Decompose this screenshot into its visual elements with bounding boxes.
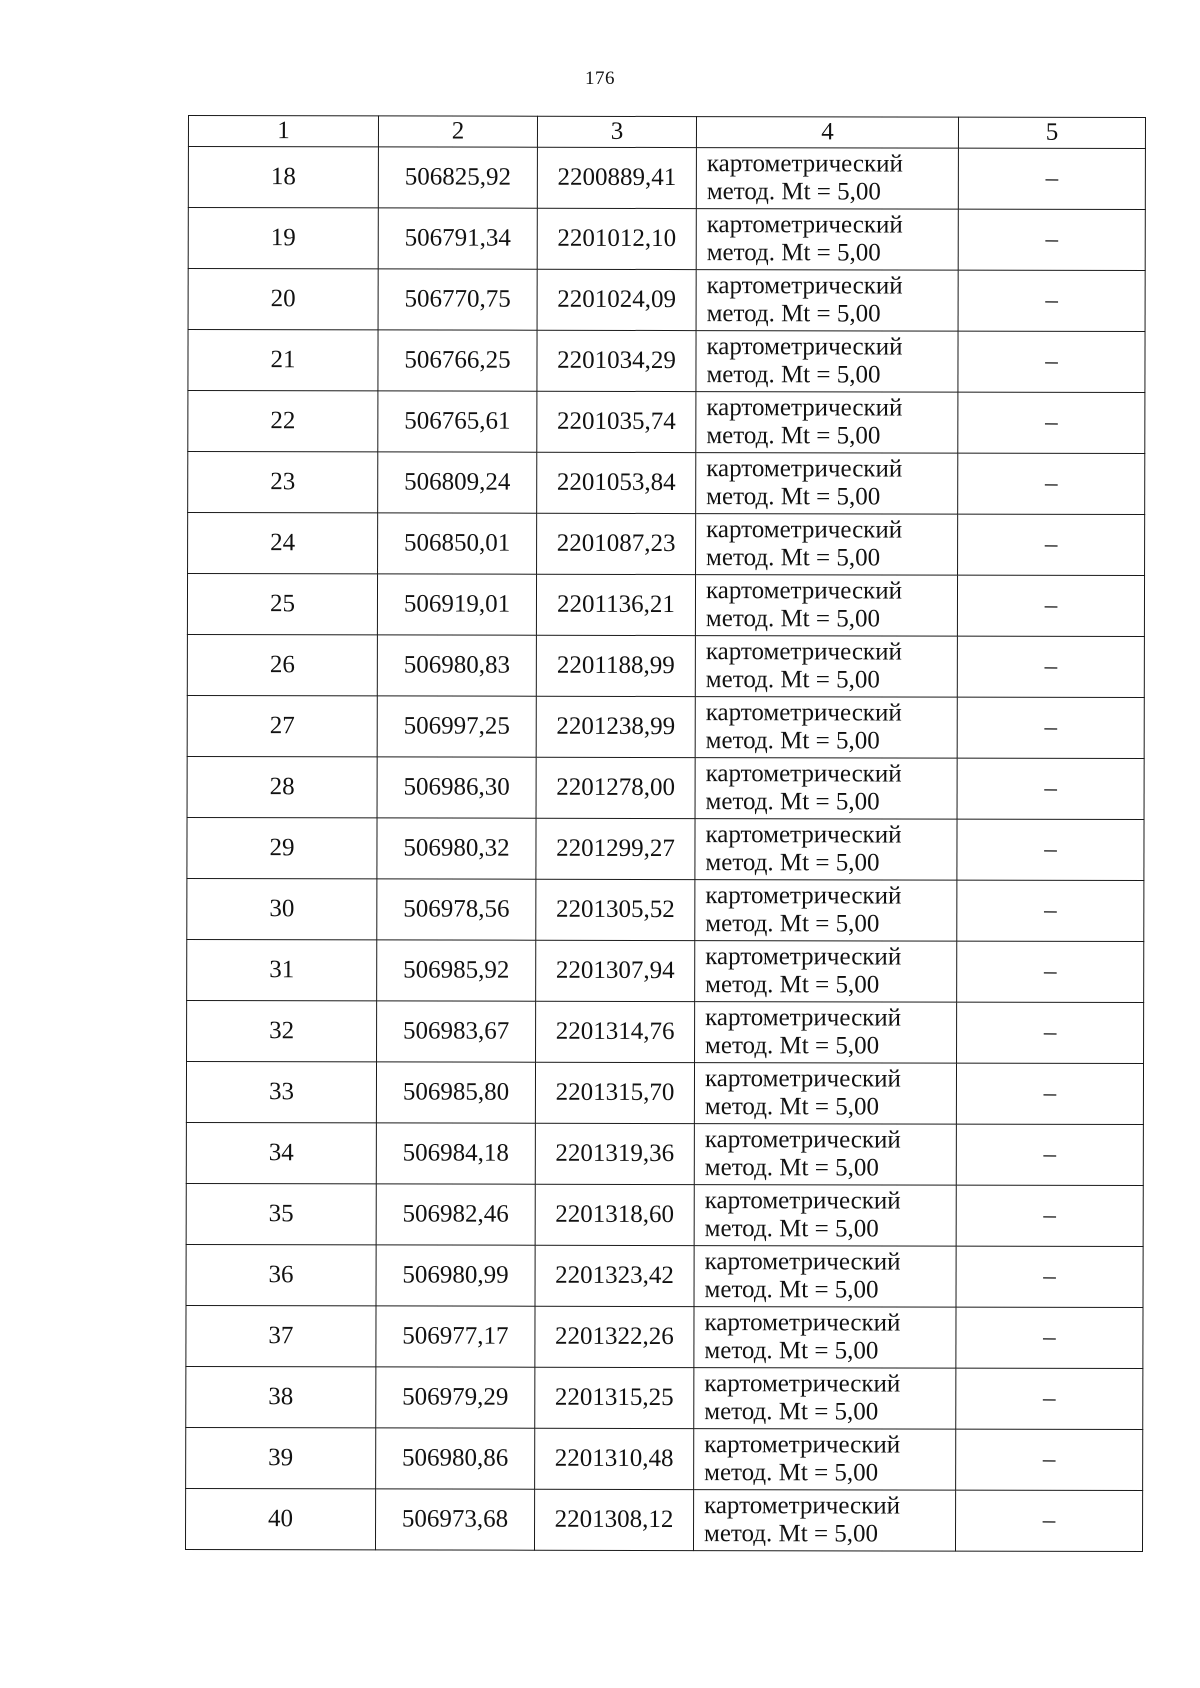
table-header	[188, 116, 1145, 149]
point-number: 25	[187, 574, 377, 635]
coordinate-x: 506850,01	[378, 513, 537, 574]
method-line-2: метод. Mt = 5,00	[704, 1276, 879, 1304]
point-number: 20	[188, 269, 378, 330]
table-row	[188, 452, 1145, 515]
method-cell	[695, 880, 957, 942]
method-line-1: картометрический	[704, 1126, 901, 1154]
table-row	[186, 1366, 1143, 1429]
coordinate-y: 2200889,41	[537, 147, 696, 208]
table-body	[185, 147, 1145, 1552]
method-line-1: картометрический	[704, 1431, 901, 1459]
table-row	[186, 1305, 1143, 1368]
method-cell	[695, 636, 957, 698]
coordinate-y: 2201034,29	[537, 330, 696, 391]
table-row	[188, 330, 1145, 393]
method-line-2: метод. Mt = 5,00	[705, 727, 880, 755]
table-row	[187, 574, 1144, 637]
column-5-dash: –	[957, 758, 1144, 819]
method-line-1: картометрический	[704, 1370, 901, 1398]
header-col-2: 2	[378, 116, 537, 147]
column-5-dash: –	[956, 1368, 1143, 1429]
point-number: 39	[186, 1427, 376, 1488]
method-cell	[695, 1002, 957, 1064]
point-number: 31	[187, 939, 377, 1000]
point-number: 27	[187, 695, 377, 756]
method-line-2: метод. Mt = 5,00	[704, 1520, 879, 1548]
method-line-2: метод. Mt = 5,00	[704, 1154, 879, 1182]
coordinate-x: 506984,18	[376, 1123, 535, 1184]
method-line-1: картометрический	[706, 455, 903, 483]
header-col-5: 5	[958, 117, 1145, 148]
page-number: 176	[585, 68, 615, 89]
column-5-dash: –	[958, 392, 1145, 453]
coordinate-x: 506809,24	[378, 452, 537, 513]
point-number: 35	[186, 1183, 376, 1244]
method-line-2: метод. Mt = 5,00	[706, 422, 881, 450]
coordinate-y: 2201087,23	[537, 513, 696, 574]
point-number: 21	[188, 330, 378, 391]
table-row	[185, 1488, 1142, 1551]
method-cell	[695, 941, 957, 1003]
table-row	[186, 1183, 1143, 1246]
column-5-dash: –	[958, 453, 1145, 514]
method-line-2: метод. Mt = 5,00	[705, 1032, 880, 1060]
coordinate-y: 2201314,76	[536, 1001, 695, 1062]
method-line-1: картометрический	[705, 1004, 902, 1032]
header-row	[188, 116, 1145, 149]
method-line-1: картометрический	[705, 760, 902, 788]
method-line-1: картометрический	[704, 1309, 901, 1337]
method-line-2: метод. Mt = 5,00	[706, 544, 881, 572]
method-cell	[696, 392, 958, 454]
column-5-dash: –	[956, 1124, 1143, 1185]
coordinate-y: 2201305,52	[536, 879, 695, 940]
coordinate-y: 2201323,42	[535, 1245, 694, 1306]
coordinate-y: 2201319,36	[535, 1123, 694, 1184]
coordinate-x: 506977,17	[376, 1306, 535, 1367]
coordinate-x: 506973,68	[375, 1489, 534, 1550]
column-5-dash: –	[958, 331, 1145, 392]
method-cell	[695, 575, 957, 637]
column-5-dash: –	[957, 941, 1144, 1002]
method-cell	[696, 209, 958, 271]
coordinate-y: 2201136,21	[536, 574, 695, 635]
method-cell	[694, 1429, 956, 1491]
header-col-1: 1	[188, 116, 378, 147]
method-cell	[694, 1307, 956, 1369]
coordinate-y: 2201308,12	[534, 1489, 693, 1550]
method-line-1: картометрический	[706, 394, 903, 422]
point-number: 32	[187, 1000, 377, 1061]
method-cell	[696, 514, 958, 576]
coordinate-x: 506919,01	[377, 574, 536, 635]
method-line-2: метод. Mt = 5,00	[705, 910, 880, 938]
coordinate-y: 2201053,84	[537, 452, 696, 513]
header-col-3: 3	[537, 116, 696, 147]
coordinate-x: 506985,92	[377, 940, 536, 1001]
column-5-dash: –	[957, 575, 1144, 636]
coordinate-x: 506978,56	[377, 879, 536, 940]
method-line-2: метод. Mt = 5,00	[704, 1215, 879, 1243]
coordinate-y: 2201318,60	[535, 1184, 694, 1245]
point-number: 34	[186, 1122, 376, 1183]
column-5-dash: –	[956, 1185, 1143, 1246]
coordinate-x: 506979,29	[376, 1367, 535, 1428]
point-number: 23	[188, 452, 378, 513]
method-line-2: метод. Mt = 5,00	[706, 483, 881, 511]
coordinate-x: 506980,99	[376, 1245, 535, 1306]
table-row	[188, 147, 1145, 210]
method-line-1: картометрический	[705, 699, 902, 727]
method-line-2: метод. Mt = 5,00	[706, 361, 881, 389]
coordinate-x: 506980,32	[377, 818, 536, 879]
method-line-2: метод. Mt = 5,00	[705, 849, 880, 877]
coordinate-x: 506980,83	[377, 635, 536, 696]
method-line-2: метод. Mt = 5,00	[706, 178, 881, 206]
column-5-dash: –	[958, 270, 1145, 331]
coordinate-x: 506825,92	[378, 147, 537, 208]
coordinate-x: 506983,67	[377, 1001, 536, 1062]
point-number: 24	[188, 513, 378, 574]
method-cell	[694, 1124, 956, 1186]
coordinate-y: 2201035,74	[537, 391, 696, 452]
point-number: 28	[187, 756, 377, 817]
method-line-2: метод. Mt = 5,00	[705, 605, 881, 633]
coordinate-y: 2201315,25	[535, 1367, 694, 1428]
method-cell	[696, 270, 958, 332]
coordinate-y: 2201278,00	[536, 757, 695, 818]
column-5-dash: –	[955, 1490, 1142, 1551]
table-row	[187, 817, 1144, 880]
method-line-1: картометрический	[706, 272, 903, 300]
table-row	[188, 269, 1145, 332]
point-number: 40	[185, 1488, 375, 1549]
column-5-dash: –	[957, 636, 1144, 697]
column-5-dash: –	[956, 1429, 1143, 1490]
table-row	[188, 513, 1145, 576]
method-line-2: метод. Mt = 5,00	[706, 239, 881, 267]
column-5-dash: –	[958, 209, 1145, 270]
coordinate-y: 2201322,26	[535, 1306, 694, 1367]
coordinate-y: 2201310,48	[535, 1428, 694, 1489]
column-5-dash: –	[957, 819, 1144, 880]
method-cell	[695, 819, 957, 881]
table-row	[186, 1061, 1143, 1124]
method-cell	[696, 331, 958, 393]
point-number: 33	[186, 1061, 376, 1122]
method-cell	[696, 148, 958, 210]
method-line-1: картометрический	[704, 1248, 901, 1276]
coordinate-x: 506997,25	[377, 696, 536, 757]
method-cell	[693, 1490, 955, 1552]
coordinate-y: 2201315,70	[535, 1062, 694, 1123]
method-cell	[695, 758, 957, 820]
point-number: 18	[188, 147, 378, 208]
method-line-2: метод. Mt = 5,00	[704, 1093, 879, 1121]
method-line-1: картометрический	[705, 577, 903, 605]
method-line-2: метод. Mt = 5,00	[704, 1459, 879, 1487]
method-line-1: картометрический	[705, 638, 902, 666]
coordinate-y: 2201024,09	[537, 269, 696, 330]
table-row	[188, 391, 1145, 454]
method-line-1: картометрический	[704, 1187, 901, 1215]
table-row	[187, 878, 1144, 941]
table-row	[186, 1244, 1143, 1307]
method-cell	[694, 1246, 956, 1308]
coordinate-y: 2201238,99	[536, 696, 695, 757]
method-line-1: картометрический	[706, 150, 903, 178]
column-5-dash: –	[957, 880, 1144, 941]
method-line-2: метод. Mt = 5,00	[704, 1337, 879, 1365]
column-5-dash: –	[956, 1246, 1143, 1307]
coordinate-x: 506985,80	[376, 1062, 535, 1123]
coordinate-x: 506770,75	[378, 269, 537, 330]
header-col-4: 4	[696, 117, 958, 149]
point-number: 22	[188, 391, 378, 452]
column-5-dash: –	[957, 1002, 1144, 1063]
method-line-1: картометрический	[706, 516, 903, 544]
coordinate-x: 506982,46	[376, 1184, 535, 1245]
coordinates-table	[185, 115, 1146, 1552]
coordinate-x: 506791,34	[378, 208, 537, 269]
method-line-2: метод. Mt = 5,00	[705, 971, 880, 999]
point-number: 26	[187, 634, 377, 695]
coordinate-y: 2201188,99	[536, 635, 695, 696]
method-cell	[696, 453, 958, 515]
column-5-dash: –	[956, 1307, 1143, 1368]
table-row	[187, 939, 1144, 1002]
method-line-1: картометрический	[704, 1065, 901, 1093]
column-5-dash: –	[956, 1063, 1143, 1124]
method-cell	[694, 1063, 956, 1125]
method-line-1: картометрический	[705, 821, 902, 849]
column-5-dash: –	[958, 148, 1145, 209]
table-row	[187, 634, 1144, 697]
coordinates-table-container	[185, 115, 1145, 1552]
coordinate-x: 506765,61	[378, 391, 537, 452]
method-line-1: картометрический	[705, 943, 902, 971]
method-line-1: картометрический	[706, 333, 903, 361]
point-number: 38	[186, 1366, 376, 1427]
point-number: 19	[188, 208, 378, 269]
table-row	[188, 208, 1145, 271]
coordinate-x: 506986,30	[377, 757, 536, 818]
table-row	[186, 1122, 1143, 1185]
point-number: 30	[187, 878, 377, 939]
method-line-2: метод. Mt = 5,00	[704, 1398, 879, 1426]
method-line-1: картометрический	[706, 211, 903, 239]
coordinate-y: 2201012,10	[537, 208, 696, 269]
method-line-2: метод. Mt = 5,00	[706, 300, 881, 328]
point-number: 29	[187, 817, 377, 878]
table-row	[186, 1427, 1143, 1490]
table-row	[187, 1000, 1144, 1063]
coordinate-y: 2201299,27	[536, 818, 695, 879]
method-cell	[694, 1185, 956, 1247]
method-line-2: метод. Mt = 5,00	[705, 666, 880, 694]
method-cell	[695, 697, 957, 759]
point-number: 37	[186, 1305, 376, 1366]
column-5-dash: –	[958, 514, 1145, 575]
coordinate-x: 506766,25	[378, 330, 537, 391]
table-row	[187, 756, 1144, 819]
method-cell	[694, 1368, 956, 1430]
coordinate-x: 506980,86	[376, 1428, 535, 1489]
point-number: 36	[186, 1244, 376, 1305]
method-line-2: метод. Mt = 5,00	[705, 788, 880, 816]
method-line-1: картометрический	[704, 1492, 901, 1520]
table-row	[187, 695, 1144, 758]
column-5-dash: –	[957, 697, 1144, 758]
method-line-1: картометрический	[705, 882, 902, 910]
coordinate-y: 2201307,94	[536, 940, 695, 1001]
